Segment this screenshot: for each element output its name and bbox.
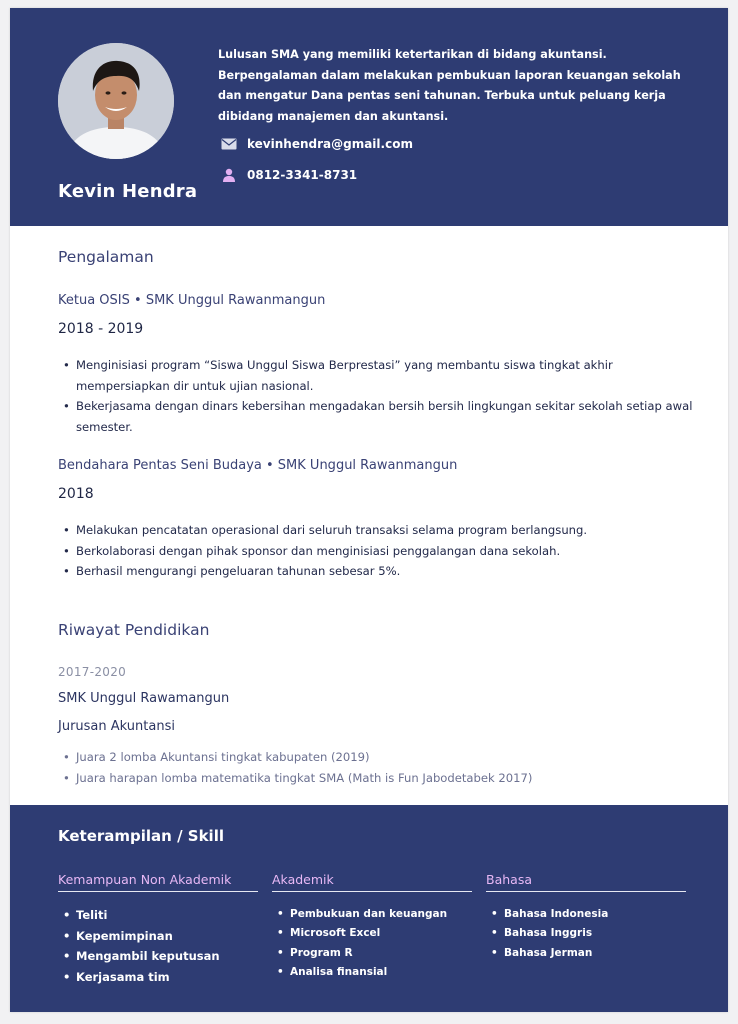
- column-heading: Akademik: [272, 872, 472, 892]
- list-item: • Kerjasama tim: [58, 967, 258, 988]
- list-item: • Microsoft Excel: [272, 924, 472, 943]
- phone-contact[interactable]: [220, 168, 357, 182]
- skills-list: [58, 905, 258, 987]
- list-item: • Kepemimpinan: [58, 926, 258, 947]
- list-item: • Mengambil keputusan: [58, 946, 258, 967]
- list-item: • Berhasil mengurangi pengeluaran tahunan sebesar 5%.: [58, 561, 698, 582]
- list-item: • Program R: [272, 944, 472, 963]
- skills-list: [272, 905, 472, 982]
- job-title: Bendahara Pentas Seni Budaya • SMK Unggul Rawanmangun: [58, 458, 458, 473]
- list-item: • Teliti: [58, 905, 258, 926]
- major-name: Jurusan Akuntansi: [58, 719, 175, 734]
- school-name: SMK Unggul Rawamangun: [58, 691, 230, 706]
- list-item: • Bahasa Jerman: [486, 944, 686, 963]
- phone-text: 0812-3341-8731: [247, 168, 358, 182]
- header: [10, 8, 728, 226]
- list-item: • Pembukuan dan keuangan: [272, 905, 472, 924]
- job-years: 2018 - 2019: [58, 321, 144, 337]
- profile-summary: Lulusan SMA yang memiliki ketertarikan di bidang akuntansi. Berpengalaman dalam melakukan pembukuan laporan keuangan sekolah dan mengatur Dana pentas seni tahunan. Terbuka untuk peluang kerja dibidang manajemen dan akuntansi.: [218, 48, 681, 123]
- person-icon: [220, 168, 238, 182]
- email-contact[interactable]: [220, 137, 413, 151]
- person-photo-icon: [58, 43, 174, 159]
- education-years: 2017-2020: [58, 665, 127, 679]
- list-item: • Juara 2 lomba Akuntansi tingkat kabupaten (2019): [58, 747, 698, 768]
- skills-column-non-academic: [58, 872, 258, 987]
- list-item: • Analisa finansial: [272, 963, 472, 982]
- skills-section: [10, 805, 728, 1012]
- column-heading: Bahasa: [486, 872, 686, 892]
- email-text: kevinhendra@gmail.com: [247, 137, 413, 151]
- list-item: • Melakukan pencatatan operasional dari seluruh transaksi selama program berlangsung.: [58, 520, 698, 541]
- job-title: Ketua OSIS • SMK Unggul Rawanmangun: [58, 293, 326, 308]
- list-item: • Menginisiasi program “Siswa Unggul Siswa Berprestasi” yang membantu siswa tingkat akhir mempersiapkan dir untuk ujian nasional.: [58, 355, 698, 396]
- list-item: • Bekerjasama dengan dinars kebersihan mengadakan bersih bersih lingkungan sekitar sekolah setiap awal semester.: [58, 396, 698, 437]
- list-item: • Juara harapan lomba matematika tingkat SMA (Math is Fun Jabodetabek 2017): [58, 768, 698, 789]
- skills-column-language: [486, 872, 686, 963]
- job-bullets: [58, 355, 698, 437]
- education-heading: Riwayat Pendidikan: [58, 621, 210, 639]
- job-bullets: [58, 520, 698, 582]
- envelope-icon: [220, 137, 238, 151]
- skills-heading: Keterampilan / Skill: [58, 827, 224, 845]
- resume-page: [10, 8, 728, 1012]
- candidate-name: Kevin Hendra: [58, 181, 198, 202]
- list-item: • Bahasa Inggris: [486, 924, 686, 943]
- job-years: 2018: [58, 486, 94, 502]
- skills-list: [486, 905, 686, 963]
- experience-heading: Pengalaman: [58, 248, 154, 266]
- skills-column-academic: [272, 872, 472, 982]
- list-item: • Bahasa Indonesia: [486, 905, 686, 924]
- list-item: • Berkolaborasi dengan pihak sponsor dan menginisiasi penggalangan dana sekolah.: [58, 541, 698, 562]
- education-bullets: [58, 747, 698, 788]
- profile-photo: [58, 43, 174, 159]
- column-heading: Kemampuan Non Akademik: [58, 872, 258, 892]
